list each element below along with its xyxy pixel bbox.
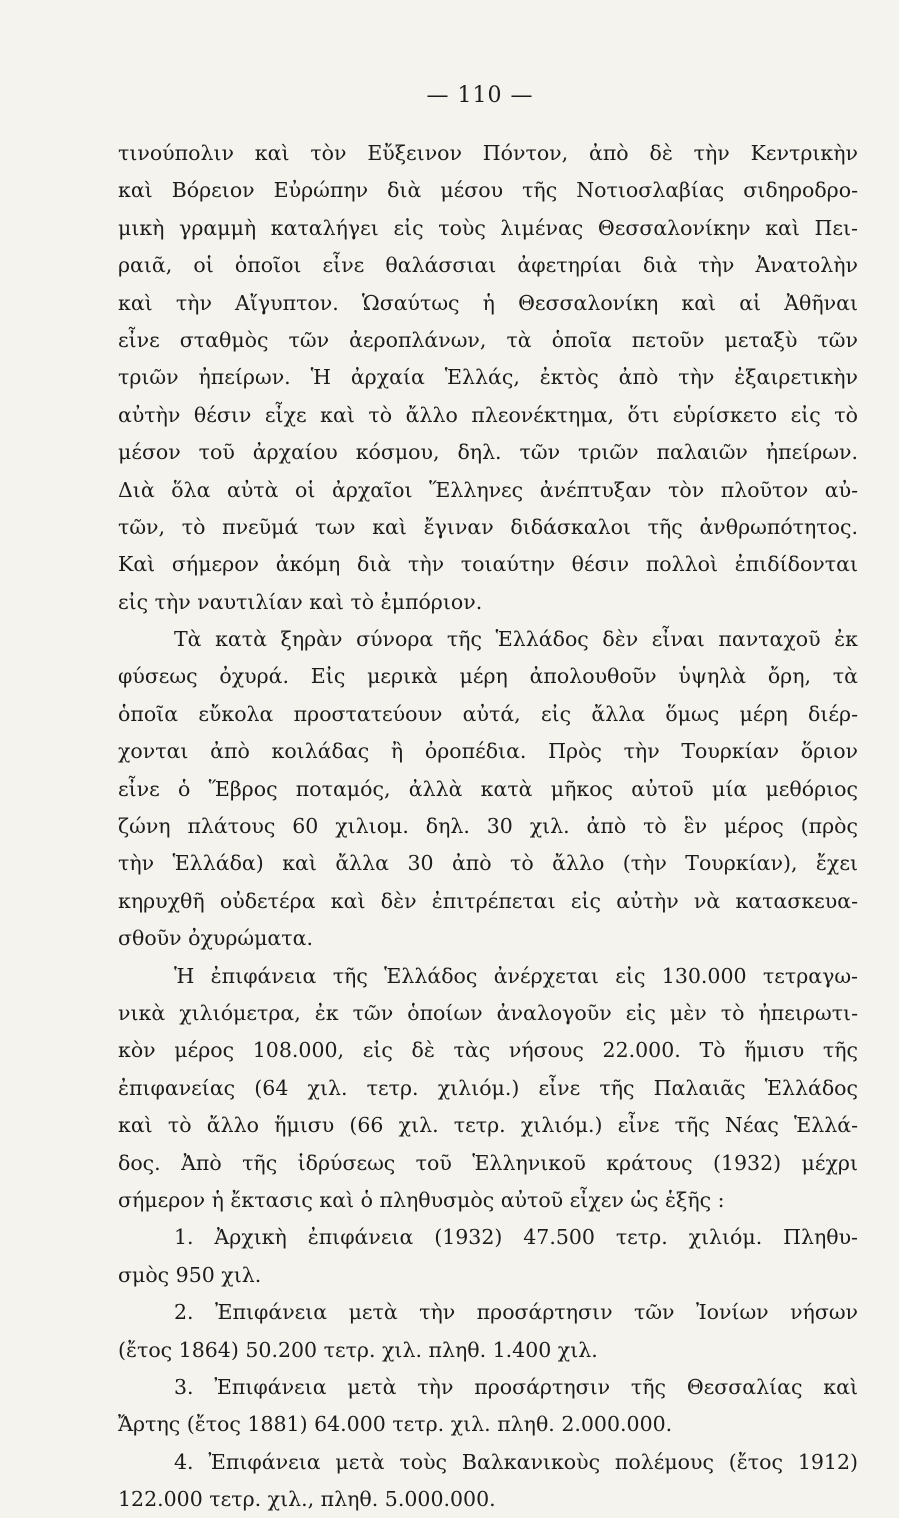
text-line: καὶ τὴν Αἴγυπτον. Ὡσαύτως ἡ Θεσσαλονίκη καὶ αἱ Ἀθῆναι (118, 290, 858, 315)
text-line: τινούπολιν καὶ τὸν Εὔξεινον Πόντον, ἀπὸ δὲ τὴν Κεντρικὴν (118, 141, 858, 165)
text-line: 122.000 τετρ. χιλ., πληθ. 5.000.000. (118, 1487, 496, 1512)
paragraph-start-line: Τὰ κατὰ ξηρὰν σύνορα τῆς Ἑλλάδος δὲν εἶναι πανταχοῦ ἐκ (174, 627, 858, 652)
page-number: — 110 — (426, 83, 534, 108)
text-line: χονται ἀπὸ κοιλάδας ἢ ὀροπέδια. Πρὸς τὴν Τουρκίαν ὅριον (118, 739, 858, 764)
text-line: εἰς τὴν ναυτιλίαν καὶ τὸ ἐμπόριον. (118, 589, 483, 614)
text-line: τῶν, τὸ πνεῦμά των καὶ ἔγιναν διδάσκαλοι τῆς ἀνθρωπότητος. (118, 514, 858, 539)
text-line: αὐτὴν θέσιν εἶχε καὶ τὸ ἄλλο πλεονέκτημα, ὅτι εὑρίσκετο εἰς τὸ (118, 402, 858, 427)
text-line: εἶνε σταθμὸς τῶν ἀεροπλάνων, τὰ ὁποῖα πετοῦν μεταξὺ τῶν (118, 327, 858, 352)
paragraph-start-line: Ἡ ἐπιφάνεια τῆς Ἑλλάδος ἀνέρχεται εἰς 130.000 τετραγω- (174, 963, 858, 988)
text-line: εἶνε ὁ Ἕβρος ποταμός, ἀλλὰ κατὰ μῆκος αὐτοῦ μία μεθόριος (118, 776, 858, 801)
text-line: ραιᾶ, οἱ ὁποῖοι εἶνε θαλάσσιαι ἀφετηρίαι διὰ τὴν Ἀνατολὴν (118, 253, 858, 278)
text-line: δος. Ἀπὸ τῆς ἱδρύσεως τοῦ Ἑλληνικοῦ κράτους (1932) μέχρι (118, 1150, 858, 1175)
text-line: τὴν Ἑλλάδα) καὶ ἄλλα 30 ἀπὸ τὸ ἄλλο (τὴν Τουρκίαν), ἔχει (118, 851, 858, 876)
text-line: μικὴ γραμμὴ καταλήγει εἰς τοὺς λιμένας Θεσσαλονίκην καὶ Πει- (118, 215, 858, 240)
text-line: κὸν μέρος 108.000, εἰς δὲ τὰς νήσους 22.000. Τὸ ἥμισυ τῆς (118, 1038, 858, 1063)
list-item-4: 4. Ἐπιφάνεια μετὰ τοὺς Βαλκανικοὺς πολέμους (ἔτος 1912) (174, 1449, 858, 1474)
body-text (118, 135, 858, 1518)
text-line: φύσεως ὀχυρά. Εἰς μερικὰ μέρη ἀπολουθοῦν ὑψηλὰ ὄρη, τὰ (118, 664, 858, 689)
text-line: ζώνη πλάτους 60 χιλιομ. δηλ. 30 χιλ. ἀπὸ τὸ ἓν μέρος (πρὸς (118, 814, 858, 839)
list-item-2: 2. Ἐπιφάνεια μετὰ τὴν προσάρτησιν τῶν Ἰονίων νήσων (174, 1300, 858, 1325)
text-line: Διὰ ὅλα αὐτὰ οἱ ἀρχαῖοι Ἕλληνες ἀνέπτυξαν τὸν πλοῦτον αὐ- (118, 477, 858, 502)
list-item-3: 3. Ἐπιφάνεια μετὰ τὴν προσάρτησιν τῆς Θεσσαλίας καὶ (174, 1374, 858, 1399)
text-line: ἐπιφανείας (64 χιλ. τετρ. χιλιόμ.) εἶνε τῆς Παλαιᾶς Ἑλλάδος (118, 1075, 858, 1100)
text-line: σήμερον ἡ ἔκτασις καὶ ὁ πληθυσμὸς αὐτοῦ εἶχεν ὡς ἑξῆς : (118, 1187, 725, 1212)
text-line: κηρυχθῆ οὐδετέρα καὶ δὲν ἐπιτρέπεται εἰς αὐτὴν νὰ κατασκευα- (118, 888, 858, 913)
text-line: (ἔτος 1864) 50.200 τετρ. χιλ. πληθ. 1.400 χιλ. (118, 1337, 598, 1362)
text-line: ὁποῖα εὔκολα προστατεύουν αὐτά, εἰς ἄλλα ὅμως μέρη διέρ- (118, 701, 858, 726)
text-line: μέσον τοῦ ἀρχαίου κόσμου, δηλ. τῶν τριῶν παλαιῶν ἠπείρων. (118, 440, 858, 465)
text-line: νικὰ χιλιόμετρα, ἐκ τῶν ὁποίων ἀναλογοῦν εἰς μὲν τὸ ἠπειρωτι- (118, 1000, 858, 1025)
text-line: καὶ Βόρειον Εὐρώπην διὰ μέσου τῆς Νοτιοσλαβίας σιδηροδρο- (118, 178, 858, 203)
text-line: Καὶ σήμερον ἀκόμη διὰ τὴν τοιαύτην θέσιν πολλοὶ ἐπιδίδονται (118, 552, 858, 577)
text-line: καὶ τὸ ἄλλο ἥμισυ (66 χιλ. τετρ. χιλιόμ.) εἶνε τῆς Νέας Ἑλλά- (118, 1113, 858, 1138)
list-item-1: 1. Ἀρχικὴ ἐπιφάνεια (1932) 47.500 τετρ. χιλιόμ. Πληθυ- (174, 1225, 858, 1250)
text-line: Ἄρτης (ἔτος 1881) 64.000 τετρ. χιλ. πληθ. 2.000.000. (118, 1412, 673, 1437)
text-line: σθοῦν ὀχυρώματα. (118, 926, 313, 951)
text-line: τριῶν ἠπείρων. Ἡ ἀρχαία Ἑλλάς, ἐκτὸς ἀπὸ τὴν ἐξαιρετικὴν (118, 365, 858, 390)
text-line: σμὸς 950 χιλ. (118, 1262, 262, 1287)
